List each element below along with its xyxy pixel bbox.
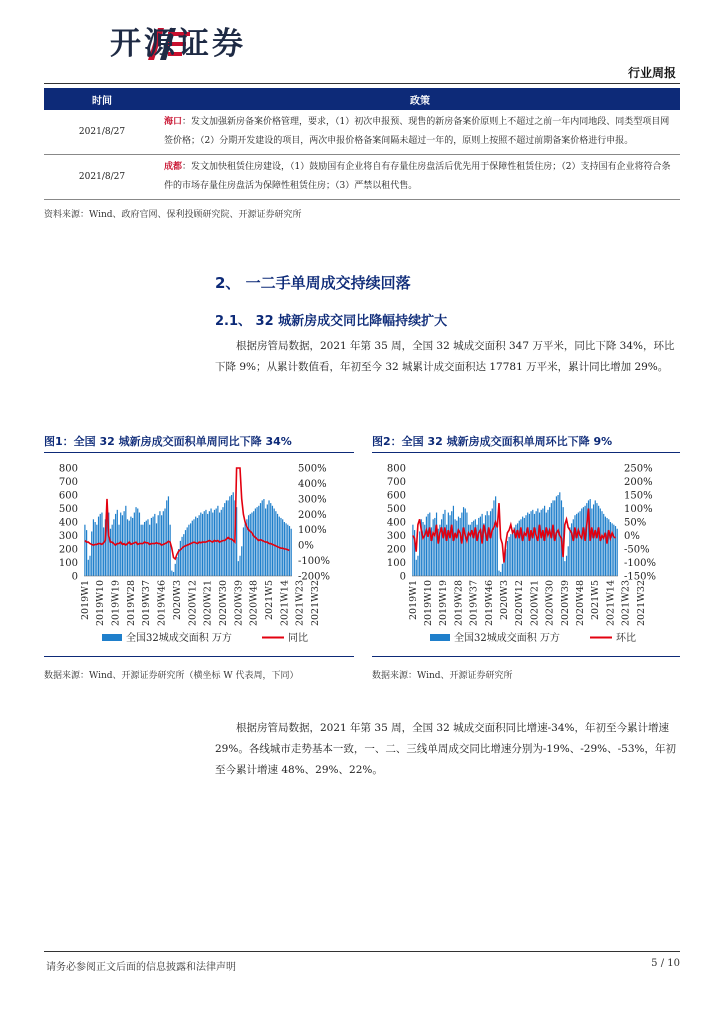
bar <box>129 521 130 576</box>
bar <box>451 511 452 576</box>
legend-line-label: 同比 <box>288 633 308 644</box>
page-number: 5 / 10 <box>651 958 680 969</box>
bar <box>444 510 445 576</box>
bar <box>419 531 420 576</box>
bar <box>207 514 208 576</box>
bar <box>149 525 150 576</box>
bar <box>166 500 167 576</box>
bar <box>263 499 264 576</box>
bar <box>93 519 94 576</box>
bar <box>95 522 96 576</box>
bar <box>581 509 582 577</box>
bar <box>193 519 194 576</box>
bar <box>443 514 444 576</box>
bar <box>426 517 427 576</box>
table-row <box>44 155 680 200</box>
x-axis-tick-label: 2019W46 <box>156 580 168 627</box>
bar <box>202 514 203 576</box>
bar <box>170 525 171 576</box>
bar <box>205 510 206 576</box>
bar <box>241 546 242 576</box>
bar <box>532 510 533 576</box>
bar <box>613 525 614 576</box>
x-axis-tick-label: 2019W19 <box>438 580 450 627</box>
x-axis-tick-label: 2020W39 <box>233 580 245 627</box>
bar <box>549 507 550 576</box>
bar <box>608 519 609 576</box>
company-logo-text: 开源证券 <box>110 26 246 62</box>
left-axis-tick-label: 600 <box>386 490 406 502</box>
bar <box>197 518 198 576</box>
bar <box>579 511 580 576</box>
bar <box>255 509 256 577</box>
chart-yoy <box>44 458 354 654</box>
bar <box>497 525 498 576</box>
x-axis-tick-label: 2020W39 <box>559 580 571 627</box>
x-axis-tick-label: 2020W21 <box>529 580 541 627</box>
bar <box>152 517 153 576</box>
right-axis-tick-label: 0% <box>624 531 640 542</box>
bar <box>473 521 474 576</box>
bar <box>578 513 579 576</box>
bar <box>96 525 97 576</box>
legend-bar-swatch <box>102 634 122 641</box>
figure-2-source: 数据来源：Wind、开源证券研究所 <box>372 671 513 681</box>
bar <box>100 514 101 576</box>
body-paragraph: 根据房管局数据，2021 年第 35 周，全国 32 城成交面积同比增速-34%，年初至今累计增速 29%。各线城市走势基本一致，一、二、三线单周成交同比增速分别为-19%、-29%、-53%，年初至今累计增速 48%、29%、22%。 <box>215 722 676 776</box>
figure-1-source: 数据来源：Wind、开源证券研究所（横坐标 W 代表周，下同） <box>44 671 299 681</box>
bar <box>219 513 220 576</box>
bar <box>151 518 152 576</box>
right-axis-tick-label: -150% <box>624 571 656 583</box>
bar <box>568 546 569 576</box>
bar <box>89 556 90 576</box>
bar <box>141 525 142 576</box>
bar <box>603 514 604 576</box>
figure-1-title: 图1：全国 32 城新房成交面积单周同比下降 34% <box>44 435 292 448</box>
bar <box>84 525 85 576</box>
table-cell-date: 2021/8/27 <box>44 110 160 155</box>
right-axis-tick-label: -100% <box>624 558 656 569</box>
policy-text: ：发文加快租赁住房建设，（1）鼓励国有企业将自有存量住房盘活后优先用于保障性租赁住房；（2）支持国有企业将符合条件的市场存量住房盘活为保障性租赁住房；（3）严禁以租代售。 <box>164 162 671 191</box>
bar <box>522 517 523 576</box>
x-axis-tick-label: 2020W30 <box>544 580 556 627</box>
bar <box>493 500 494 576</box>
bar <box>500 572 501 576</box>
left-axis-tick-label: 600 <box>58 490 78 502</box>
policy-text: ：发文加强新房备案价格管理，要求，（1）初次申报预、现售的新房备案价原则上不超过之前一年内同地段、同类型项目网签价格；（2）分期开发建设的项目，两次申报价格备案间隔未超过一年的，原则上按照不超过前期备案价格进行申报。 <box>164 117 670 146</box>
bar <box>601 511 602 576</box>
bar <box>449 515 450 576</box>
bar <box>569 527 570 576</box>
bar <box>144 522 145 576</box>
bar <box>573 519 574 576</box>
bar <box>270 503 271 576</box>
left-axis-tick-label: 400 <box>386 517 406 529</box>
bar <box>98 517 99 576</box>
x-axis-tick-label: 2020W12 <box>514 580 526 627</box>
bar <box>245 523 246 576</box>
bar <box>195 517 196 576</box>
bar <box>509 537 510 576</box>
bar <box>433 519 434 576</box>
bar <box>539 513 540 576</box>
bar <box>536 511 537 576</box>
bar <box>583 507 584 576</box>
legend-bar-swatch <box>430 634 450 641</box>
bar <box>606 518 607 576</box>
bar <box>461 513 462 576</box>
bar <box>448 513 449 576</box>
figure-1-title-rule <box>44 452 354 453</box>
bar <box>576 514 577 576</box>
bar <box>183 534 184 576</box>
bar <box>229 496 230 576</box>
bar <box>615 526 616 576</box>
bar <box>118 525 119 576</box>
bar <box>524 518 525 576</box>
x-axis-tick-label: 2021W14 <box>605 580 617 627</box>
table-cell-policy <box>160 155 680 200</box>
bar <box>103 527 104 576</box>
bar <box>250 514 251 576</box>
bar <box>176 557 177 576</box>
right-axis-tick-label: 500% <box>298 463 327 475</box>
bar <box>243 527 244 576</box>
x-axis-tick-label: 2020W3 <box>171 580 183 620</box>
figure-2-title-rule <box>372 452 680 453</box>
left-axis-tick-label: 300 <box>58 531 78 542</box>
bar <box>552 500 553 576</box>
bar <box>212 513 213 576</box>
left-axis-tick-label: 200 <box>386 544 406 556</box>
bar <box>180 541 181 576</box>
x-axis-tick-label: 2019W1 <box>407 580 419 620</box>
bar <box>547 510 548 576</box>
bar <box>199 515 200 576</box>
x-axis-tick-label: 2019W10 <box>95 580 107 627</box>
body-paragraph: 根据房管局数据，2021 年第 35 周，全国 32 城成交面积 347 万平米，同比下降 34%，环比下降 9%；从累计数值看，年初至今 32 城累计成交面积达 17781 万平米，累计同比增加 29%。 <box>215 340 675 373</box>
bar <box>146 521 147 576</box>
x-axis-tick-label: 2019W10 <box>423 580 434 627</box>
bar <box>542 509 543 577</box>
bar <box>460 518 461 576</box>
x-axis-tick-label: 2020W12 <box>187 580 199 627</box>
bar <box>534 514 535 576</box>
bar <box>537 509 538 577</box>
left-axis-tick-label: 500 <box>58 504 78 515</box>
bar <box>482 514 483 576</box>
left-axis-tick-label: 700 <box>58 477 78 488</box>
bar <box>429 513 430 576</box>
bar <box>127 519 128 576</box>
bar <box>168 496 169 576</box>
legend-bar-label: 全国32城成交面积 万方 <box>454 633 560 644</box>
table-source-note: 资料来源：Wind、政府官网、保利投顾研究院、开源证券研究所 <box>44 210 302 220</box>
bar <box>248 515 249 576</box>
x-axis-tick-label: 2021W5 <box>264 580 275 620</box>
bar <box>427 514 428 576</box>
bar <box>175 564 176 576</box>
bar <box>598 506 599 576</box>
bar <box>231 495 232 576</box>
table-cell-date: 2021/8/27 <box>44 155 160 200</box>
bar <box>600 509 601 577</box>
x-axis-tick-label: 2021W32 <box>310 580 321 627</box>
bar <box>574 515 575 576</box>
bar <box>214 510 215 576</box>
bar <box>485 515 486 576</box>
bar <box>488 515 489 576</box>
bar <box>596 503 597 576</box>
left-axis-tick-label: 500 <box>386 504 406 515</box>
bar <box>88 560 89 576</box>
bar <box>593 504 594 576</box>
bar <box>239 556 240 576</box>
table-cell-policy <box>160 110 680 155</box>
bar <box>251 513 252 576</box>
bar <box>190 523 191 576</box>
figure-1-source-rule <box>44 656 354 657</box>
bar <box>519 521 520 576</box>
bar <box>291 529 292 576</box>
bar <box>130 517 131 576</box>
bar <box>466 513 467 576</box>
right-axis-tick-label: -50% <box>624 544 650 556</box>
bar <box>422 522 423 576</box>
bar <box>498 571 499 576</box>
right-axis-tick-label: -200% <box>298 571 330 583</box>
city-name: 海口 <box>164 117 183 127</box>
left-axis-tick-label: 700 <box>386 477 406 488</box>
bar <box>510 534 511 576</box>
bar <box>279 517 280 576</box>
left-axis-tick-label: 800 <box>58 463 78 475</box>
right-axis-tick-label: 100% <box>298 525 327 537</box>
bar <box>91 531 92 576</box>
bar <box>564 561 565 576</box>
bar <box>436 513 437 576</box>
bar <box>455 519 456 576</box>
bar <box>610 522 611 576</box>
table-row <box>44 110 680 155</box>
section-heading: 2、 一二手单周成交持续回落 <box>215 274 411 292</box>
bar <box>147 519 148 576</box>
bar <box>280 518 281 576</box>
bar <box>566 556 567 576</box>
bar <box>605 517 606 576</box>
x-axis-tick-label: 2019W19 <box>110 580 122 627</box>
bar <box>480 517 481 576</box>
bar <box>120 513 121 576</box>
x-axis-tick-label: 2020W30 <box>218 580 229 627</box>
bar <box>617 529 618 576</box>
left-axis-tick-label: 800 <box>386 463 406 475</box>
bar <box>463 507 464 576</box>
x-axis-tick-label: 2019W28 <box>453 580 465 627</box>
bar <box>113 519 114 576</box>
bar <box>272 506 273 576</box>
header-divider <box>44 83 680 84</box>
bar <box>164 509 165 577</box>
bar <box>209 511 210 576</box>
bar <box>262 500 263 576</box>
bar <box>275 511 276 576</box>
legend-bar-label: 全国32城成交面积 万方 <box>126 633 232 644</box>
bar <box>507 541 508 576</box>
right-axis-tick-label: 200% <box>624 477 653 488</box>
right-axis-tick-label: 0% <box>298 540 314 552</box>
bar <box>122 515 123 576</box>
left-axis-tick-label: 300 <box>386 531 406 542</box>
bar <box>595 500 596 576</box>
table-header-policy: 政策 <box>160 88 680 110</box>
right-axis-tick-label: 300% <box>298 494 327 506</box>
bar <box>112 525 113 576</box>
x-axis-tick-label: 2021W5 <box>590 580 602 620</box>
left-axis-tick-label: 100 <box>386 558 406 569</box>
x-axis-tick-label: 2021W14 <box>279 580 291 627</box>
bar <box>187 527 188 576</box>
x-axis-tick-label: 2019W46 <box>483 580 495 627</box>
footer-divider <box>44 951 680 952</box>
subsection-heading: 2.1、 32 城新房成交同比降幅持续扩大 <box>215 314 448 329</box>
bar <box>256 507 257 576</box>
bar <box>465 509 466 577</box>
policy-table <box>44 88 680 200</box>
bar <box>238 561 239 576</box>
legend-line-label: 环比 <box>616 633 636 644</box>
bar <box>495 496 496 576</box>
figure-2-title: 图2：全国 32 城新房成交面积单周环比下降 9% <box>372 435 613 448</box>
bar <box>458 517 459 576</box>
bar <box>132 518 133 576</box>
bar <box>478 518 479 576</box>
bar <box>192 521 193 576</box>
x-axis-tick-label: 2019W1 <box>79 580 91 620</box>
bar <box>490 511 491 576</box>
x-axis-tick-label: 2019W37 <box>141 580 153 627</box>
bar <box>558 495 559 576</box>
left-axis-tick-label: 100 <box>58 558 78 569</box>
bar <box>492 509 493 577</box>
bar <box>591 509 592 577</box>
city-name: 成都 <box>164 162 183 172</box>
left-axis-tick-label: 0 <box>71 571 78 583</box>
right-axis-tick-label: 400% <box>298 478 327 490</box>
bar <box>154 514 155 576</box>
bar <box>502 564 503 576</box>
report-type-label: 行业周报 <box>627 66 676 80</box>
bar <box>417 556 418 576</box>
bar <box>110 529 111 576</box>
right-axis-tick-label: -100% <box>298 556 330 568</box>
bar <box>274 509 275 577</box>
right-axis-tick-label: 250% <box>624 463 653 475</box>
left-axis-tick-label: 400 <box>58 517 78 529</box>
bar <box>525 515 526 576</box>
bar <box>551 503 552 576</box>
bar <box>156 523 157 576</box>
bar <box>416 560 417 576</box>
bar <box>142 525 143 576</box>
bar <box>86 530 87 576</box>
bar <box>200 513 201 576</box>
bar <box>125 506 126 576</box>
bar <box>158 515 159 576</box>
x-axis-tick-label: 2019W28 <box>125 580 137 627</box>
bar <box>530 511 531 576</box>
bar <box>253 511 254 576</box>
footer-disclaimer: 请务必参阅正文后面的信息披露和法律声明 <box>46 962 236 973</box>
bar <box>527 513 528 576</box>
right-axis-tick-label: 150% <box>624 490 653 502</box>
bar <box>173 572 174 576</box>
bar <box>134 513 135 576</box>
x-axis-tick-label: 2021W23 <box>294 580 306 627</box>
bar <box>487 511 488 576</box>
bar <box>221 510 222 576</box>
left-axis-tick-label: 200 <box>58 544 78 556</box>
left-axis-tick-label: 0 <box>399 571 406 583</box>
right-axis-tick-label: 200% <box>298 509 327 521</box>
bar <box>171 571 172 576</box>
bar <box>277 514 278 576</box>
bar <box>412 525 413 576</box>
bar <box>456 521 457 576</box>
x-axis-tick-label: 2019W37 <box>468 580 480 627</box>
table-header-date: 时间 <box>44 88 160 110</box>
x-axis-tick-label: 2020W21 <box>202 580 214 627</box>
bar <box>267 504 268 576</box>
bar <box>181 537 182 576</box>
right-axis-tick-label: 100% <box>624 504 653 515</box>
bar <box>222 507 223 576</box>
bar <box>546 513 547 576</box>
x-axis-tick-label: 2020W3 <box>499 580 510 620</box>
bar <box>216 509 217 577</box>
bar <box>137 509 138 577</box>
bar <box>541 510 542 576</box>
x-axis-tick-label: 2020W48 <box>575 580 586 627</box>
bar <box>529 514 530 576</box>
bar <box>204 511 205 576</box>
table-header-row <box>44 88 680 110</box>
figure-2-source-rule <box>372 656 680 657</box>
bar <box>185 530 186 576</box>
x-axis-tick-label: 2020W48 <box>248 580 260 627</box>
bar <box>188 525 189 576</box>
chart-mom <box>372 458 680 654</box>
bar <box>268 500 269 576</box>
x-axis-tick-label: 2021W32 <box>635 580 647 627</box>
right-axis-tick-label: 50% <box>624 517 647 529</box>
x-axis-tick-label: 2021W23 <box>620 580 632 627</box>
bar <box>512 530 513 576</box>
bar <box>434 518 435 576</box>
bar <box>233 492 234 576</box>
